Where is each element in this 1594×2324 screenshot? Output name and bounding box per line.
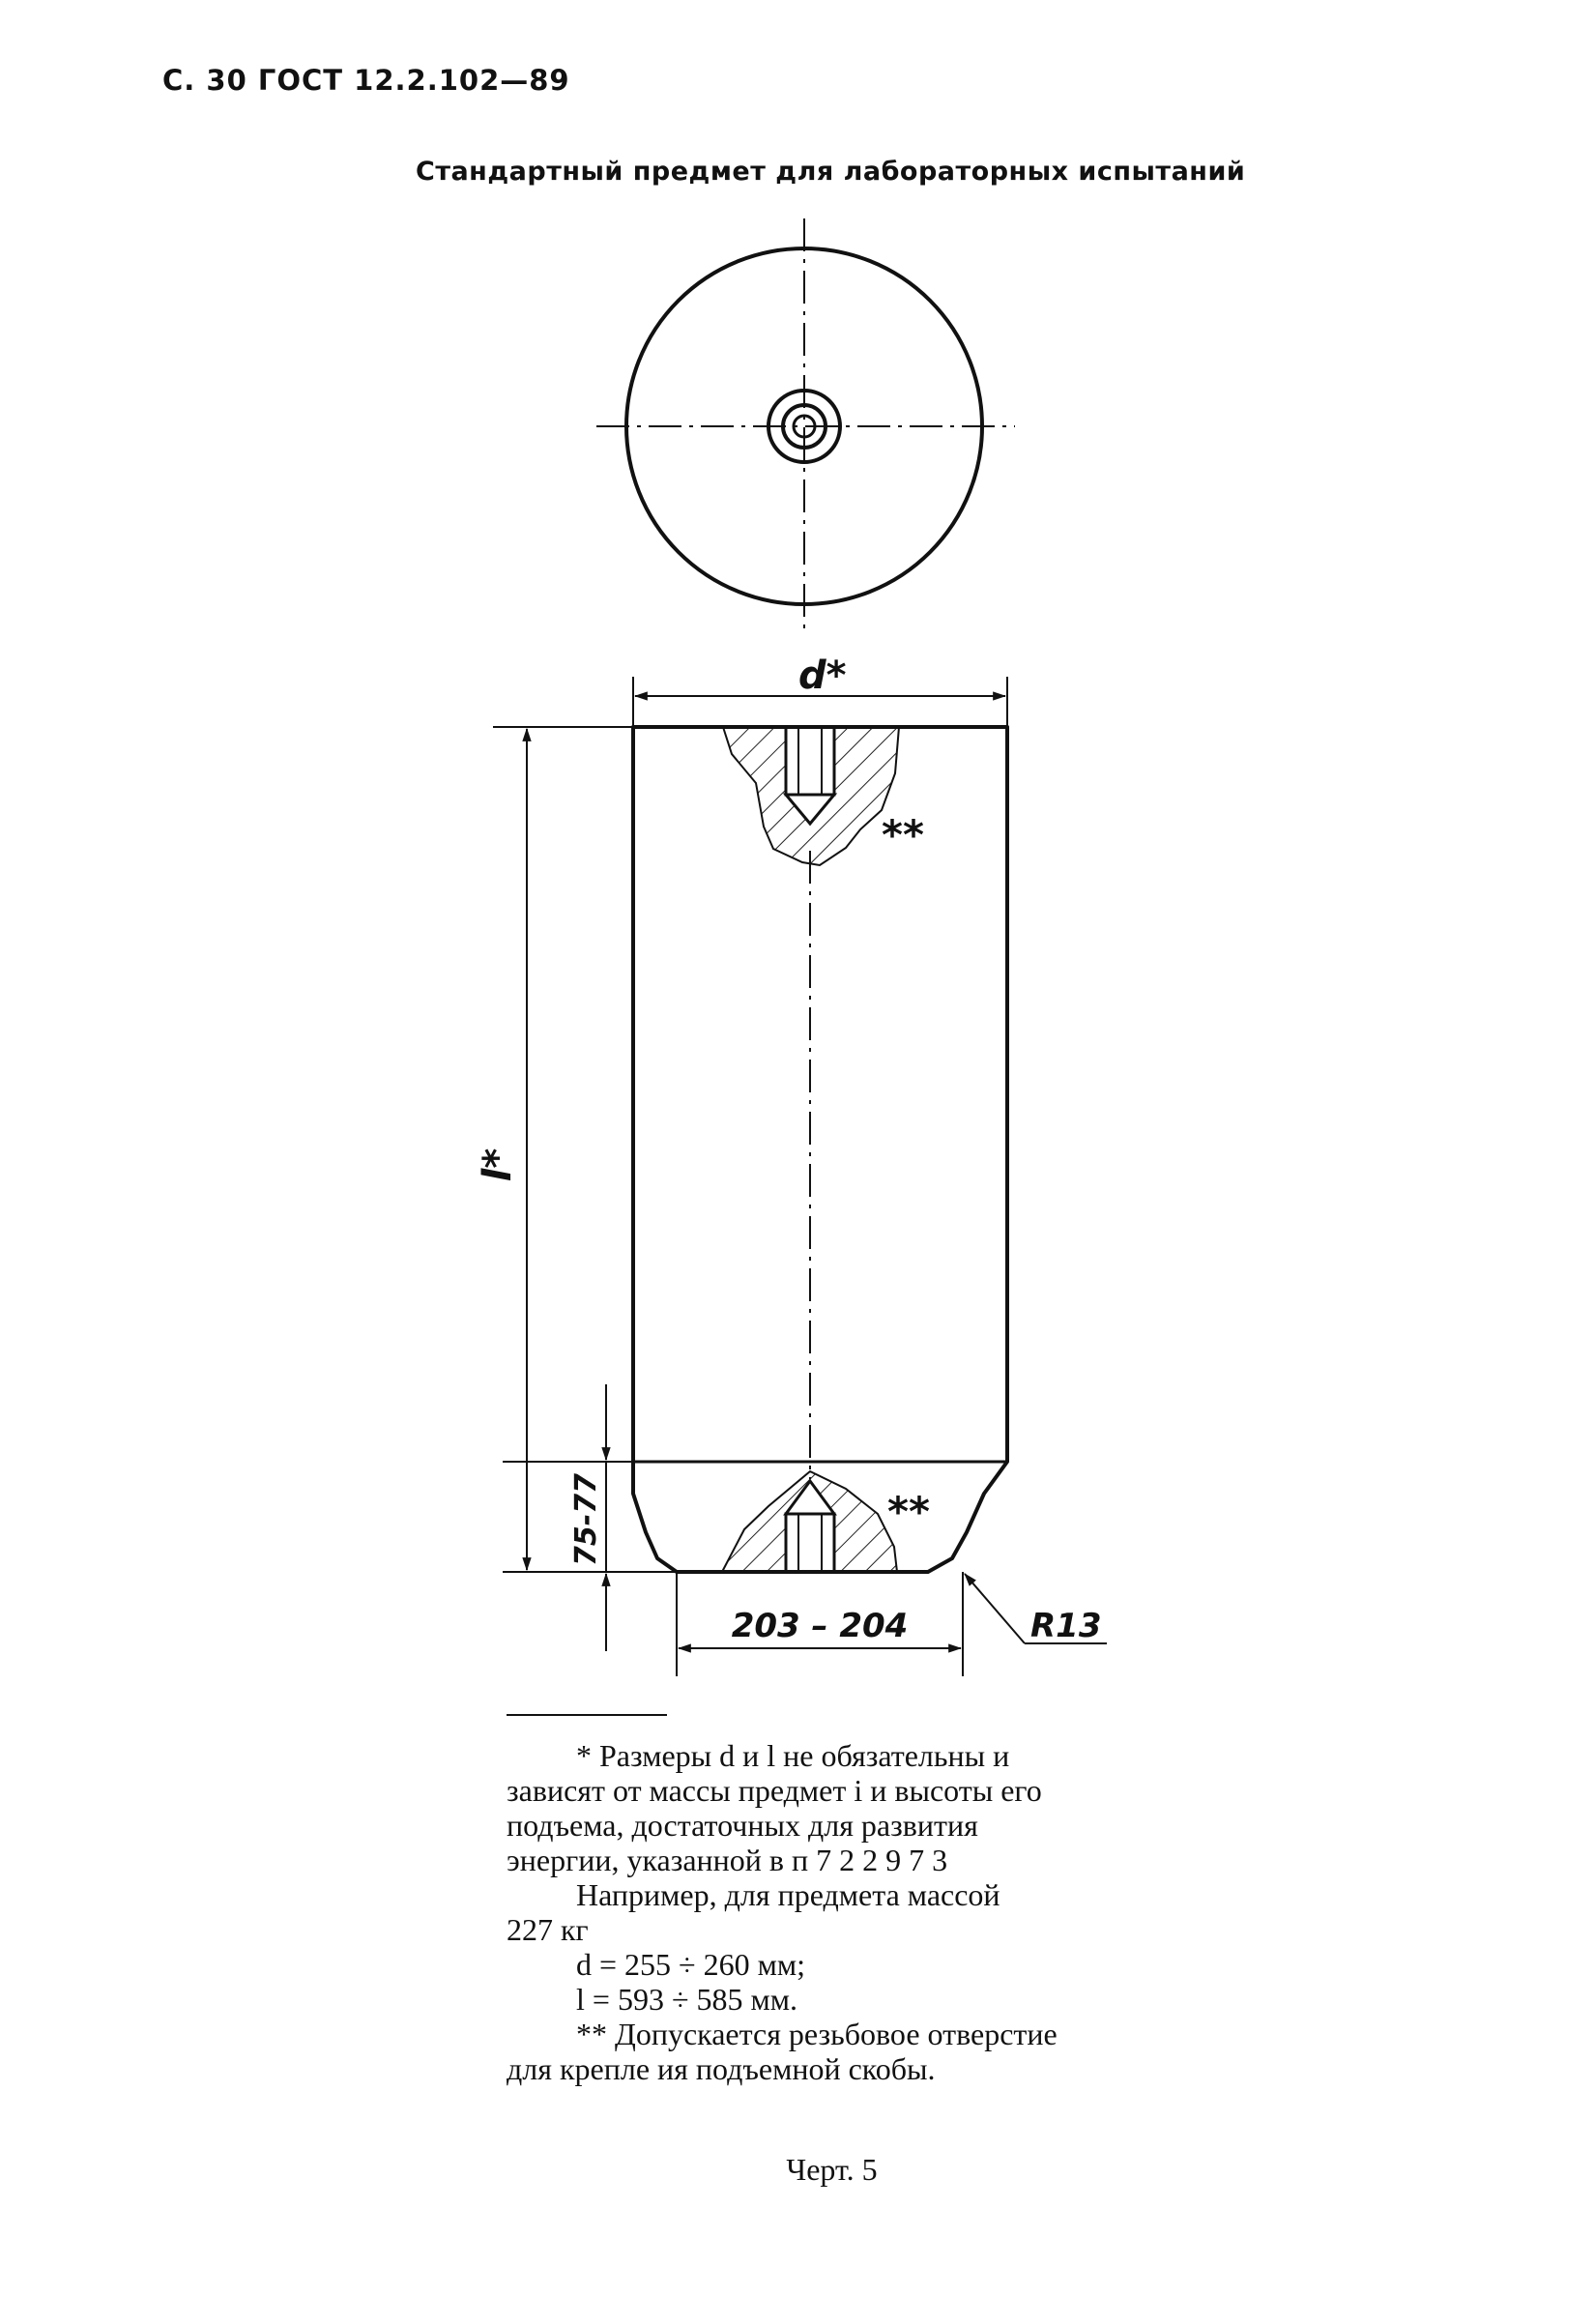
bottom-thread-hole xyxy=(786,1514,834,1572)
example-line: Например, для предмета массой xyxy=(576,1877,1000,1912)
note2-line: ** Допускается резьбовое отверстие xyxy=(576,2017,1058,2051)
note1-line: энергии, указанной в п 7 2 2 9 7 3 xyxy=(507,1843,948,1877)
note1-line: зависят от массы предмет і и высоты его xyxy=(507,1773,1042,1808)
footnotes xyxy=(507,1738,1174,2086)
dim-l-label: l* xyxy=(476,1147,520,1182)
radius-label: R13 xyxy=(1030,1607,1102,1645)
note1-line: * Размеры d и l не обязательны и xyxy=(576,1738,1010,1773)
example-l-value: l = 593 ÷ 585 мм. xyxy=(576,1982,797,2017)
figure-caption: Черт. 5 xyxy=(786,2152,878,2187)
side-view xyxy=(476,654,1107,1676)
dim-base-width-label: 203 – 204 xyxy=(731,1607,909,1645)
page-header: С. 30 ГОСТ 12.2.102—89 xyxy=(162,64,570,97)
top-thread-hole xyxy=(786,727,834,795)
dim-d-label: d* xyxy=(798,654,847,698)
dim-base-height-label: 75-77 xyxy=(569,1473,603,1566)
note1-line: подъема, достаточных для развития xyxy=(507,1808,978,1843)
thread-mark-bottom: ** xyxy=(887,1488,930,1535)
example-line: 227 кг xyxy=(507,1912,589,1947)
radius-leader xyxy=(965,1574,1025,1643)
drawing-title: Стандартный предмет для лабораторных испытаний xyxy=(416,157,1246,187)
top-view xyxy=(596,218,1015,633)
thread-mark-top: ** xyxy=(882,811,924,858)
note2-line: для крепле ия подъемной скобы. xyxy=(507,2051,936,2086)
example-d-value: d = 255 ÷ 260 мм; xyxy=(576,1947,805,1982)
